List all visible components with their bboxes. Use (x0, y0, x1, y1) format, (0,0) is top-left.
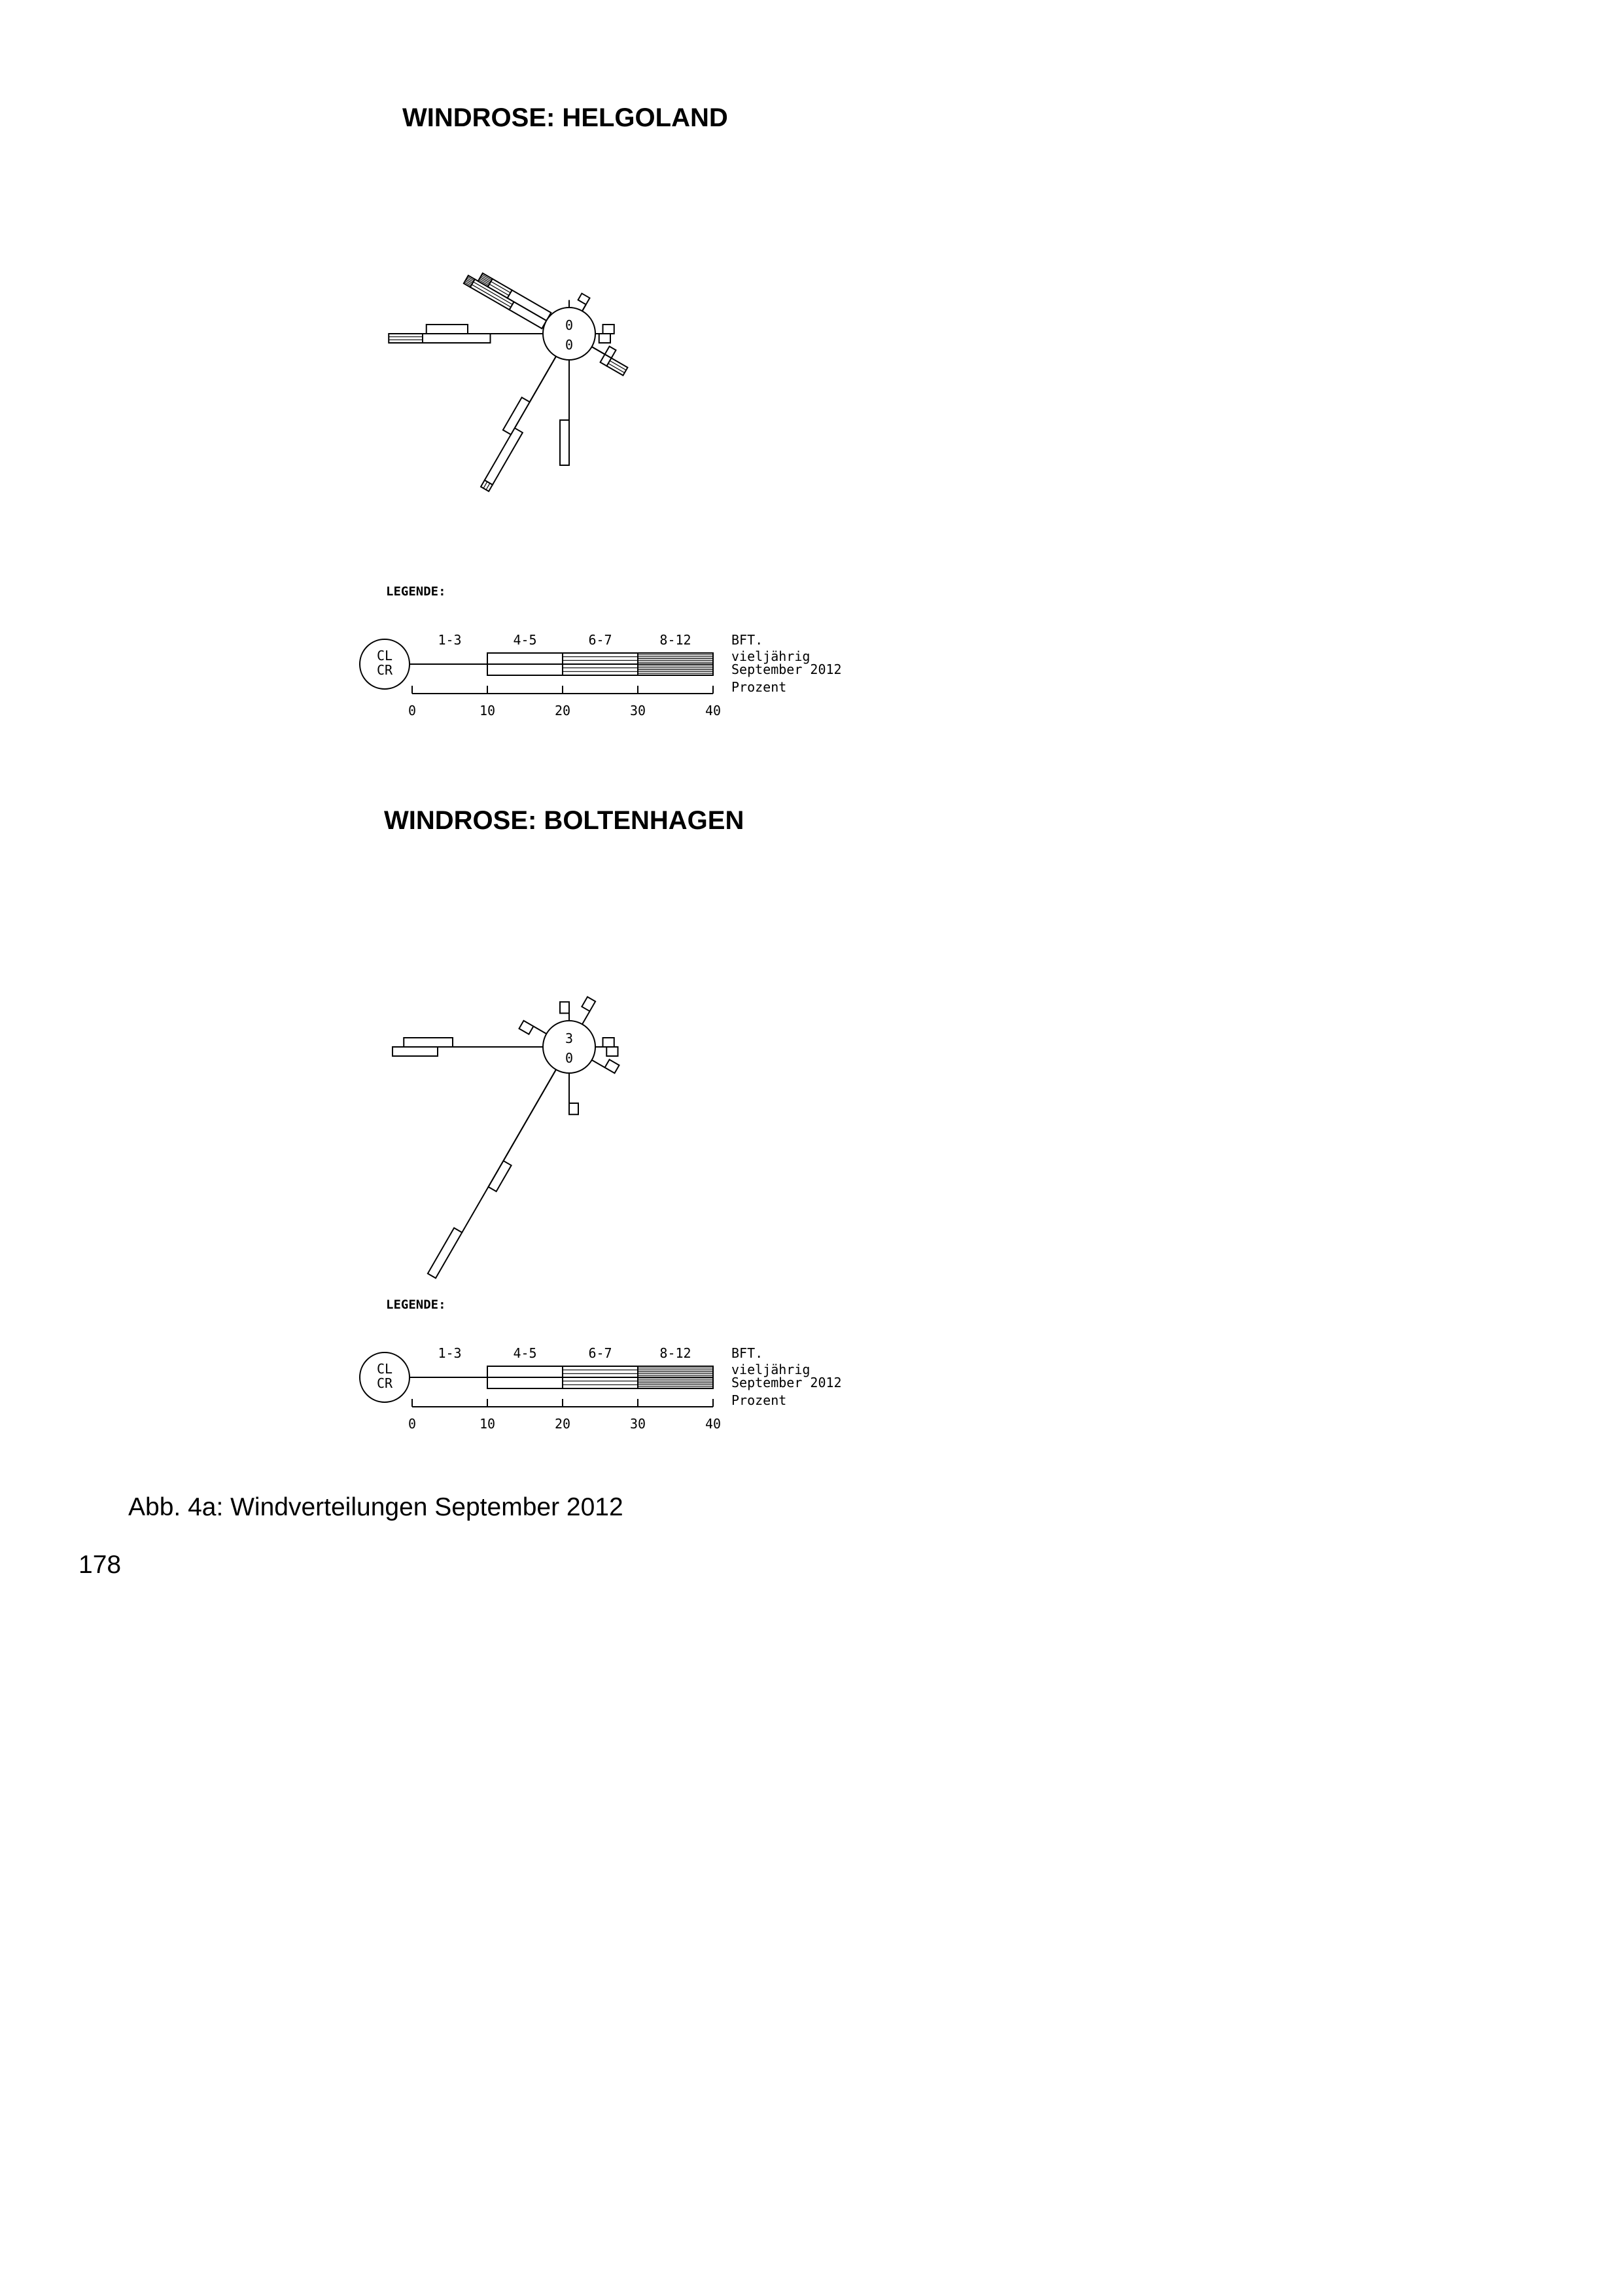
legend-class-bar (563, 653, 638, 664)
legend-axis-unit: Prozent (731, 679, 787, 695)
windrose-1-seg (582, 997, 595, 1012)
legend-center-label: CL (376, 648, 393, 663)
page-number: 178 (79, 1551, 122, 1579)
windrose-boltenhagen (294, 890, 752, 1256)
windrose-0-seg (592, 347, 605, 355)
windrose-1-seg (605, 1059, 620, 1073)
legend-class-label: 8-12 (659, 632, 691, 648)
windrose-0-dir-210-longterm (481, 357, 564, 491)
windrose-1-seg (560, 1002, 569, 1013)
windrose-1-dir-90-sep2012 (595, 1047, 618, 1056)
legend-center-label: CR (376, 662, 393, 678)
legend-class-label: 6-7 (588, 632, 612, 648)
windrose-1-dir-90-longterm (595, 1038, 614, 1047)
legend-class-bar (487, 1366, 563, 1377)
windrose-0-dir-270-longterm (389, 334, 543, 343)
legend-axis-tick: 10 (479, 703, 496, 718)
legend-axis-tick: 40 (705, 1416, 722, 1432)
windrose-1-dir-210-sep2012 (428, 1065, 556, 1279)
windrose-0-seg (423, 334, 491, 343)
windrose-1-seg (606, 1047, 618, 1056)
windrose-0-dir-300-longterm (464, 275, 547, 328)
windrose-1-seg (489, 1161, 512, 1192)
windrose-center-cl: 3 (565, 1031, 574, 1046)
legend-axis-tick: 40 (705, 703, 722, 718)
windrose-center-cr: 0 (565, 337, 574, 353)
windrose-1-seg (603, 1038, 614, 1047)
windrose-1-seg (393, 1047, 438, 1056)
legend-heading: LEGENDE: (386, 1298, 446, 1312)
windrose-1-seg (462, 1070, 556, 1233)
windrose-0-dir-90-longterm (595, 325, 614, 334)
legend-axis-tick: 20 (554, 1416, 571, 1432)
legend-class-label: 4-5 (513, 1345, 537, 1361)
windrose-0-seg (599, 334, 610, 343)
windrose-1-dir-270-longterm (393, 1047, 543, 1056)
legend-series-label: vieljährig (731, 1362, 811, 1377)
chart-title-boltenhagen: WINDROSE: BOLTENHAGEN (384, 806, 744, 835)
legend-helgoland (353, 579, 890, 730)
windrose-1-seg (592, 1060, 605, 1068)
legend-class-bar (487, 664, 563, 675)
legend-axis-tick: 30 (629, 1416, 646, 1432)
legend-class-bar (487, 653, 563, 664)
legend-axis-unit: Prozent (731, 1392, 787, 1408)
windrose-center-cl: 0 (565, 317, 574, 333)
legend-axis-tick: 0 (408, 703, 417, 718)
windrose-1-dir-180-longterm (569, 1073, 578, 1114)
windrose-1-seg (533, 1027, 546, 1034)
legend-axis-tick: 20 (554, 703, 571, 718)
legend-series-label: September 2012 (731, 662, 842, 677)
legend-series-label: September 2012 (731, 1375, 842, 1390)
legend-class-bar (563, 1377, 638, 1388)
legend-center-label: CL (376, 1361, 393, 1377)
windrose-0-dir-30-sep2012 (582, 304, 586, 311)
windrose-0-seg (578, 293, 590, 304)
figure-caption: Abb. 4a: Windverteilungen September 2012 (128, 1493, 623, 1521)
legend-class-label: 1-3 (438, 1345, 462, 1361)
legend-center-label: CR (376, 1375, 393, 1391)
windrose-1-seg (582, 1011, 590, 1024)
windrose-1-dir-0-longterm (560, 1002, 569, 1021)
legend-class-unit: BFT. (731, 632, 763, 648)
windrose-center-cr: 0 (565, 1050, 574, 1066)
windrose-helgoland (294, 177, 752, 543)
legend-class-bar (563, 1366, 638, 1377)
legend-class-bar (563, 664, 638, 675)
legend-series-label: vieljährig (731, 648, 811, 664)
windrose-0-seg (530, 357, 556, 402)
windrose-0-seg (560, 420, 569, 465)
legend-axis-tick: 10 (479, 1416, 496, 1432)
chart-title-helgoland: WINDROSE: HELGOLAND (402, 103, 728, 132)
windrose-0-dir-270-sep2012 (427, 325, 543, 334)
legend-class-label: 8-12 (659, 1345, 691, 1361)
windrose-1-dir-30-longterm (574, 997, 595, 1025)
legend-axis-tick: 30 (629, 703, 646, 718)
legend-axis-tick: 0 (408, 1416, 417, 1432)
windrose-0-dir-210-sep2012 (503, 352, 556, 435)
legend-class-label: 1-3 (438, 632, 462, 648)
windrose-0-dir-180-sep2012 (560, 360, 569, 465)
windrose-1-dir-210-longterm (489, 1070, 565, 1192)
windrose-1-seg (404, 1038, 453, 1047)
windrose-0-dir-90-sep2012 (595, 334, 610, 343)
windrose-1-dir-300-longterm (519, 1021, 547, 1042)
windrose-1-seg (428, 1228, 462, 1279)
windrose-0-seg (389, 334, 423, 343)
windrose-1-dir-270-sep2012 (404, 1038, 543, 1047)
legend-boltenhagen (353, 1292, 890, 1443)
windrose-1-seg (519, 1021, 534, 1034)
legend-class-bar (487, 1377, 563, 1388)
windrose-0-seg (582, 304, 586, 311)
windrose-1-seg (569, 1103, 578, 1114)
windrose-0-seg (485, 428, 523, 485)
legend-class-label: 6-7 (588, 1345, 612, 1361)
windrose-0-seg (603, 325, 614, 334)
legend-class-unit: BFT. (731, 1345, 763, 1361)
legend-class-label: 4-5 (513, 632, 537, 648)
legend-heading: LEGENDE: (386, 584, 446, 599)
windrose-0-seg (427, 325, 468, 334)
